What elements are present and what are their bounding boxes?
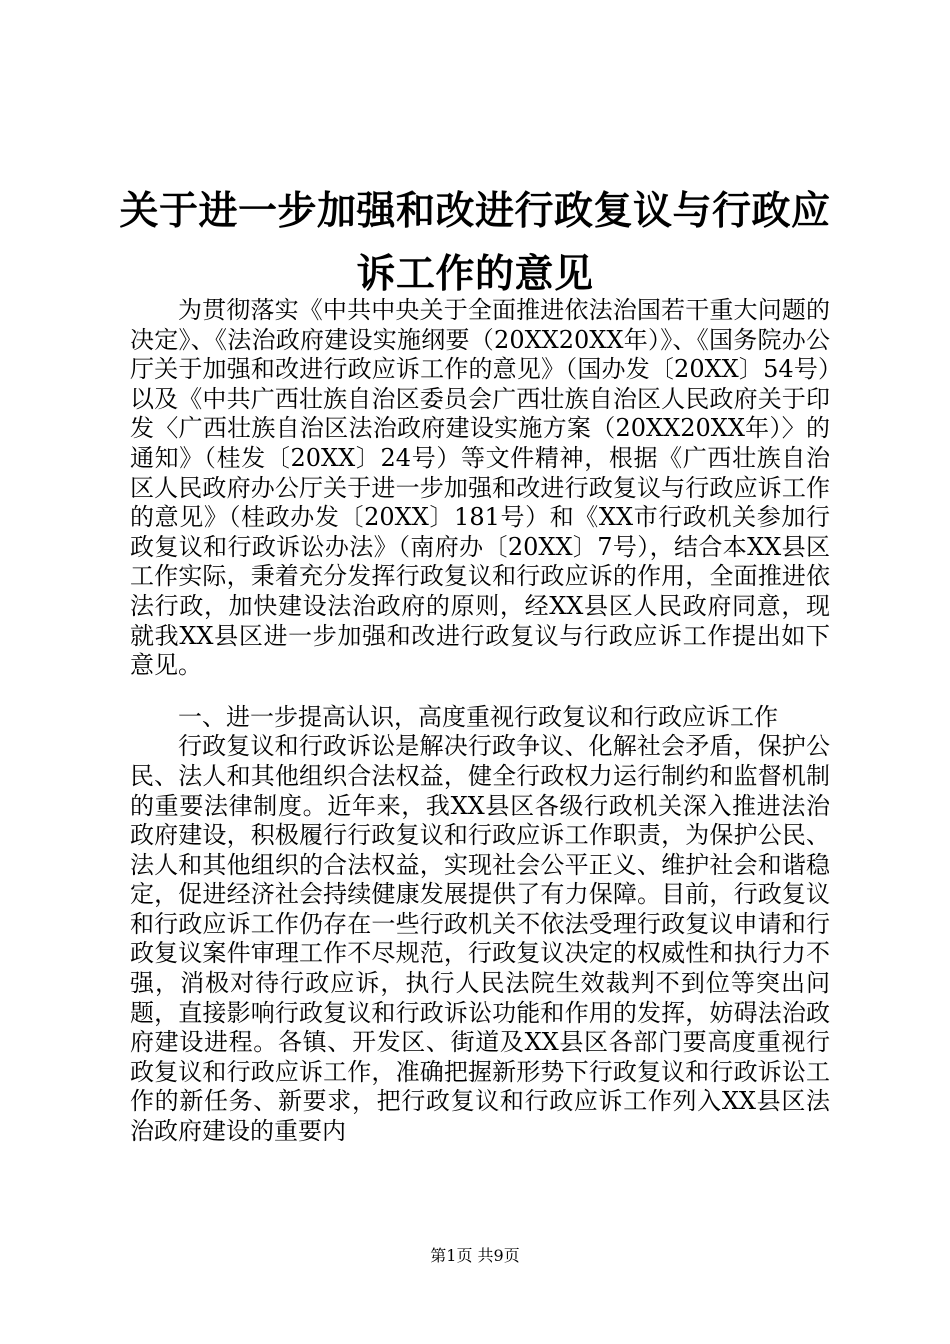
page-indicator: 第1页 共9页 bbox=[430, 1246, 520, 1265]
section-heading: 一、进一步提高认识，高度重视行政复议和行政应诉工作 bbox=[178, 702, 778, 731]
document-title: 关于进一步加强和改进行政复议与行政应诉工作的意见 bbox=[119, 189, 831, 297]
intro-paragraph: 为贯彻落实《中共中央关于全面推进依法治国若干重大问题的决定》、《法治政府建设实施纲要（20XX20XX年）》、《国务院办公厅关于加强和改进行政应诉工作的意见》（国办发〔20XX〕54号）以及《中共广西壮族自治区委员会广西壮族自治区人民政府关于印发〈广西壮族自治区法治政府建设实施方案（20XX20XX年）〉的通知》（桂发〔20XX〕24号）等文件精神，根据《广西壮族自治区人民政府办公厅关于进一步加强和改进行政复议与行政应诉工作的意见》（桂政办发〔20XX〕181号）和《XX市行政机关参加行政复议和行政诉讼办法》（南府办〔20XX〕7号），结合本XX县区工作实际，秉着充分发挥行政复议和行政应诉的作用，全面推进依法行政，加快建设法治政府的原则，经XX县区人民政府同意，现就我XX县区进一步加强和改进行政复议与行政应诉工作提出如下意见。 bbox=[130, 296, 830, 680]
section-paragraph: 行政复议和行政诉讼是解决行政争议、化解社会矛盾，保护公民、法人和其他组织合法权益，健全行政权力运行制约和监督机制的重要法律制度。近年来，我XX县区各级行政机关深入推进法治政府建设，积极履行行政复议和行政应诉工作职责，为保护公民、法人和其他组织的合法权益，实现社会公平正义、维护社会和谐稳定，促进经济社会持续健康发展提供了有力保障。目前，行政复议和行政应诉工作仍存在一些行政机关不依法受理行政复议申请和行政复议案件审理工作不尽规范，行政复议决定的权威性和执行力不强，消极对待行政应诉，执行人民法院生效裁判不到位等突出问题，直接影响行政复议和行政诉讼功能和作用的发挥，妨碍法治政府建设进程。各镇、开发区、街道及XX县区各部门要高度重视行政复议和行政应诉工作，准确把握新形势下行政复议和行政诉讼工作的新任务、新要求，把行政复议和行政应诉工作列入XX县区法治政府建设的重要内 bbox=[130, 732, 830, 1146]
document-body bbox=[130, 296, 830, 1147]
